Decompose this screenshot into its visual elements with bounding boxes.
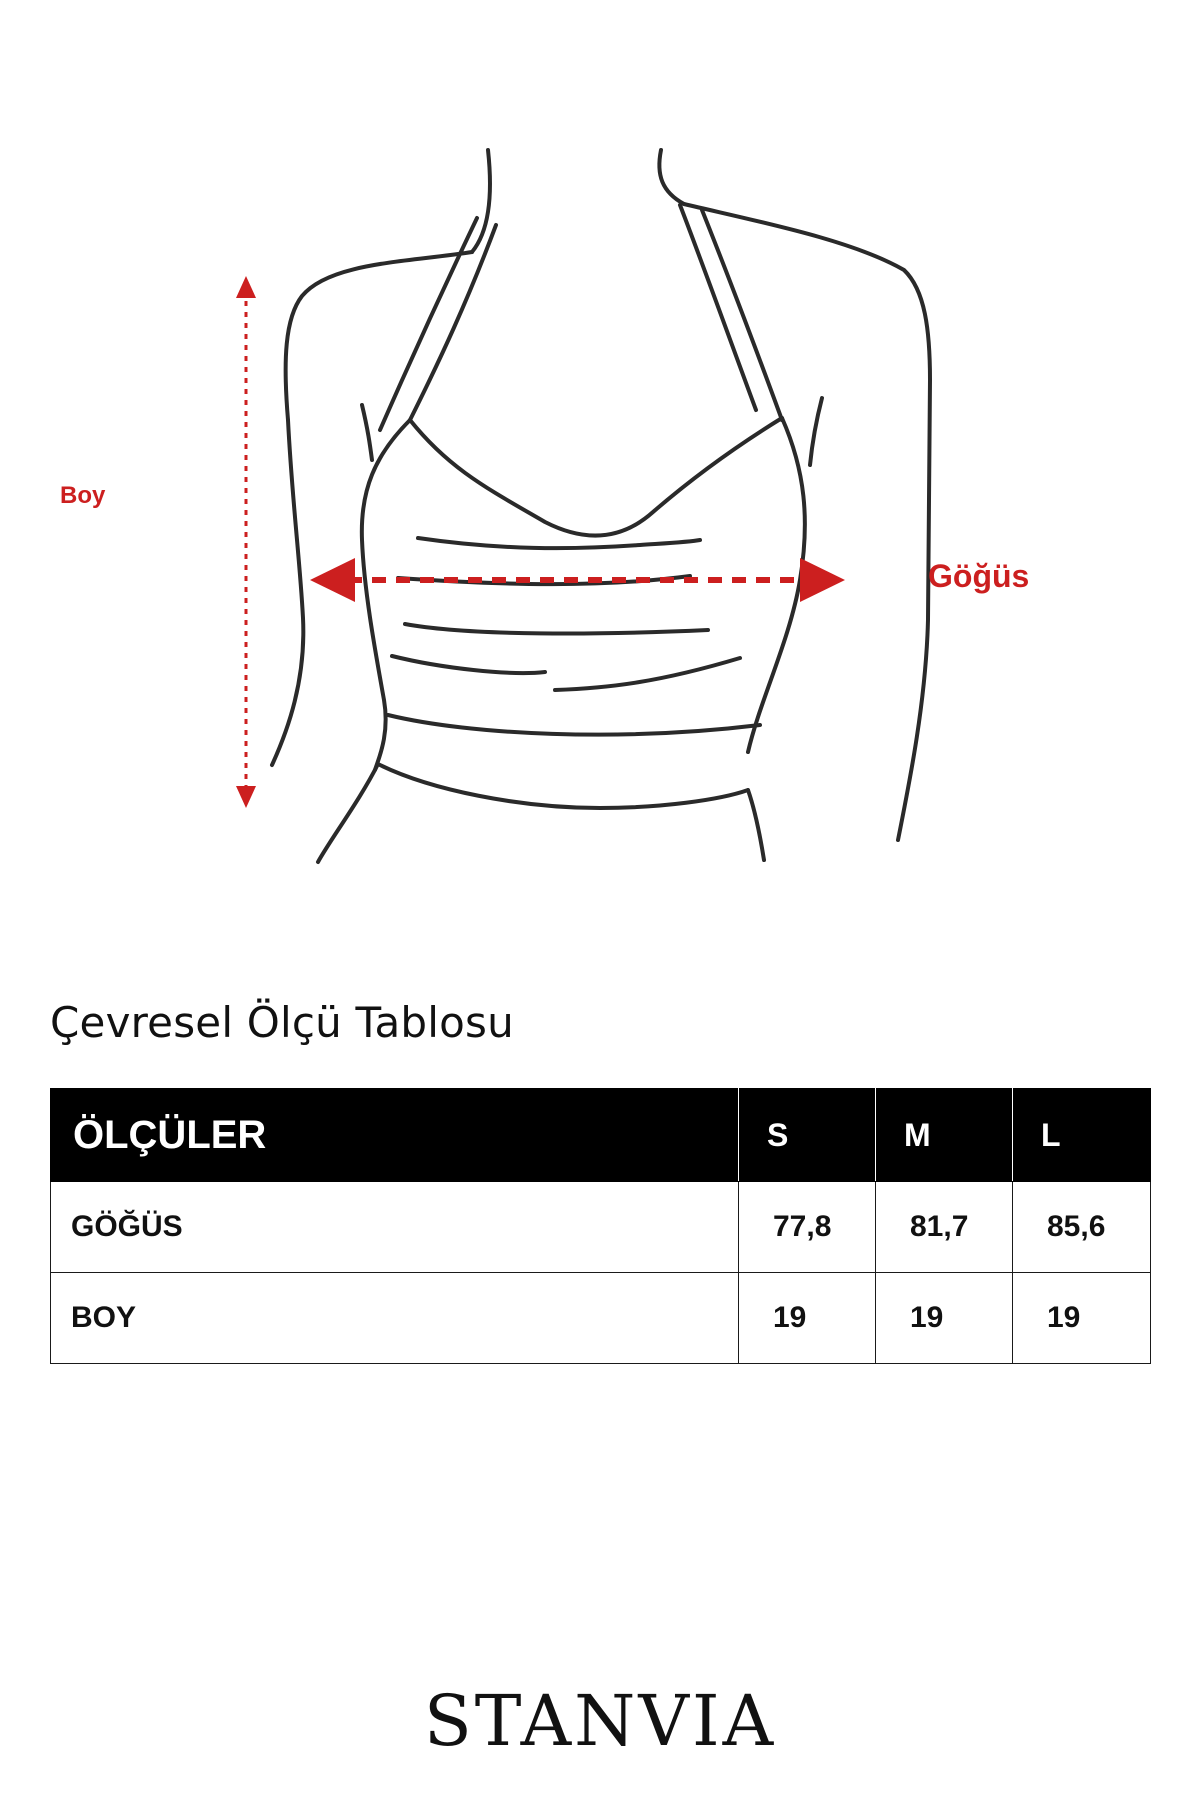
neck-right-line [659,150,684,204]
left-arm-line [272,420,303,765]
left-underarm-line [362,405,372,460]
table-header-row [51,1089,1151,1182]
neck-left-line [472,150,490,252]
waist-left-line [318,764,378,862]
right-strap-line [680,205,756,410]
cell-chest-l: 85,6 [1013,1182,1151,1273]
garment-illustration [0,0,1200,870]
band-top-line [388,715,760,735]
size-table [50,1088,1151,1364]
bodice-right-side [748,418,805,752]
drape-fold-1 [418,538,700,548]
brand-logo: STANVIA [423,1680,777,1762]
cell-length-s: 19 [739,1273,876,1364]
cell-length-m: 19 [876,1273,1013,1364]
chest-arrow [310,558,845,602]
header-measurements: ÖLÇÜLER [51,1089,739,1182]
drape-fold-4 [392,656,545,673]
length-arrow [236,276,256,808]
header-size-s: S [739,1089,876,1182]
size-table-title: Çevresel Ölçü Tablosu [50,998,514,1047]
cell-length-l: 19 [1013,1273,1151,1364]
header-size-m: M [876,1089,1013,1182]
right-arm-line [898,380,930,840]
left-strap-line [380,218,477,430]
table-row [51,1182,1151,1273]
right-strap-inner-line [702,210,782,420]
cell-chest-m: 81,7 [876,1182,1013,1273]
row-label-chest: GÖĞÜS [51,1182,739,1273]
right-underarm-line [810,398,822,465]
chest-label: Göğüs [928,558,1030,594]
left-shoulder-line [286,252,472,420]
header-size-l: L [1013,1089,1151,1182]
right-shoulder-line [684,204,930,380]
drape-fold-3 [405,624,708,634]
cell-chest-s: 77,8 [739,1182,876,1273]
cowl-neckline [410,418,782,536]
band-bottom-line [378,764,748,808]
waist-right-line [748,790,764,860]
length-label: Boy [60,482,106,509]
table-row [51,1273,1151,1364]
row-label-length: BOY [51,1273,739,1364]
drape-fold-5 [555,658,740,690]
